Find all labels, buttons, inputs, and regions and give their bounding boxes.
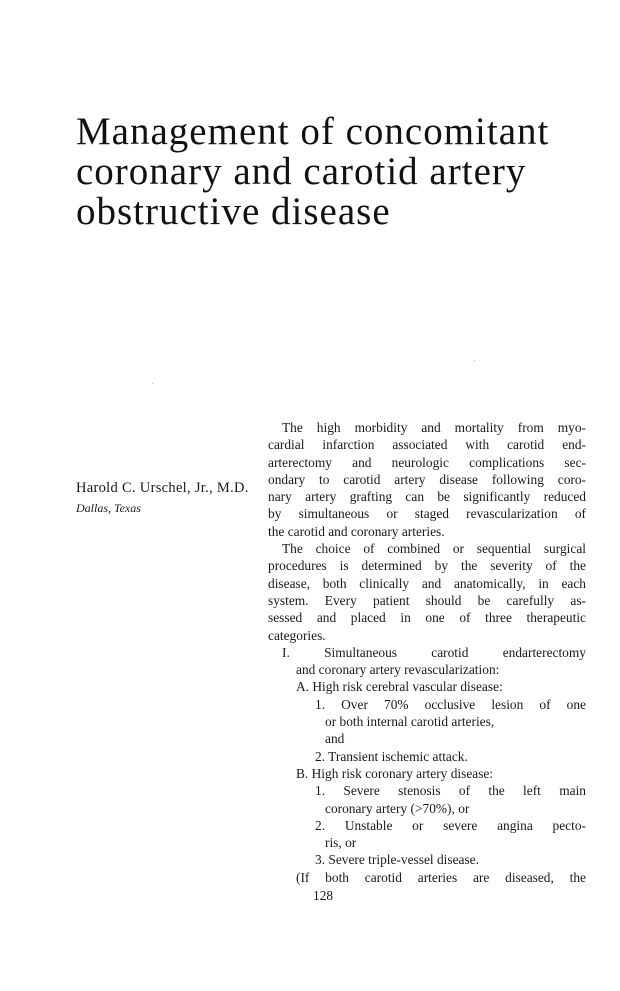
outline-item: 2. Unstable or severe angina pecto- [315, 817, 586, 833]
body-line: the carotid and coronary arteries. [268, 523, 445, 539]
body-line: cardial infarction associated with carotid end- [268, 437, 586, 453]
outline-item: ris, or [325, 835, 357, 851]
outline-item: 1. Severe stenosis of the left main [315, 783, 586, 799]
title-line: Management of concomitant [76, 110, 550, 153]
author-block [76, 479, 276, 516]
body-line: arterectomy and neurologic complications sec- [268, 454, 586, 470]
body-line: categories. [268, 627, 326, 643]
outline-item: 3. Severe triple-vessel disease. [315, 852, 479, 868]
title-line: coronary and carotid artery [76, 150, 527, 193]
body-line: (If both carotid arteries are diseased, the [296, 869, 586, 885]
body-line: The high morbidity and mortality from myo- [282, 420, 586, 435]
title-line: obstructive disease [76, 190, 391, 233]
body-line: by simultaneous or staged revascularization of [268, 506, 586, 522]
page-number: 128 [313, 888, 334, 903]
print-speck [152, 383, 153, 384]
article-title [76, 112, 596, 232]
outline-item: coronary artery (>70%), or [325, 800, 470, 816]
body-line: ondary to carotid artery disease following coro- [268, 471, 586, 487]
body-line: nary artery grafting can be significantly reduced [268, 489, 586, 505]
body-line: sessed and placed in one of three therapeutic [268, 610, 586, 626]
author-location: Dallas, Texas [76, 501, 141, 515]
body-line: procedures is determined by the severity of the [268, 558, 586, 574]
outline-item: I. Simultaneous carotid endarterectomy [282, 644, 586, 660]
abstract-body [268, 419, 586, 886]
outline-item: B. High risk coronary artery disease: [296, 765, 494, 781]
body-line: The choice of combined or sequential surgical [282, 541, 586, 557]
outline-item: 2. Transient ischemic attack. [315, 748, 468, 764]
outline-item: A. High risk cerebral vascular disease: [296, 679, 503, 695]
outline-item: and [325, 731, 345, 747]
body-line: system. Every patient should be carefully as- [268, 592, 586, 608]
outline-item: and coronary artery revascularization: [296, 662, 500, 678]
body-line: disease, both clinically and anatomically, in each [268, 575, 586, 591]
print-speck [474, 360, 475, 361]
outline-item: 1. Over 70% occlusive lesion of one [315, 696, 586, 712]
author-name: Harold C. Urschel, Jr., M.D. [76, 480, 249, 496]
outline-item: or both internal carotid arteries, [325, 714, 495, 730]
